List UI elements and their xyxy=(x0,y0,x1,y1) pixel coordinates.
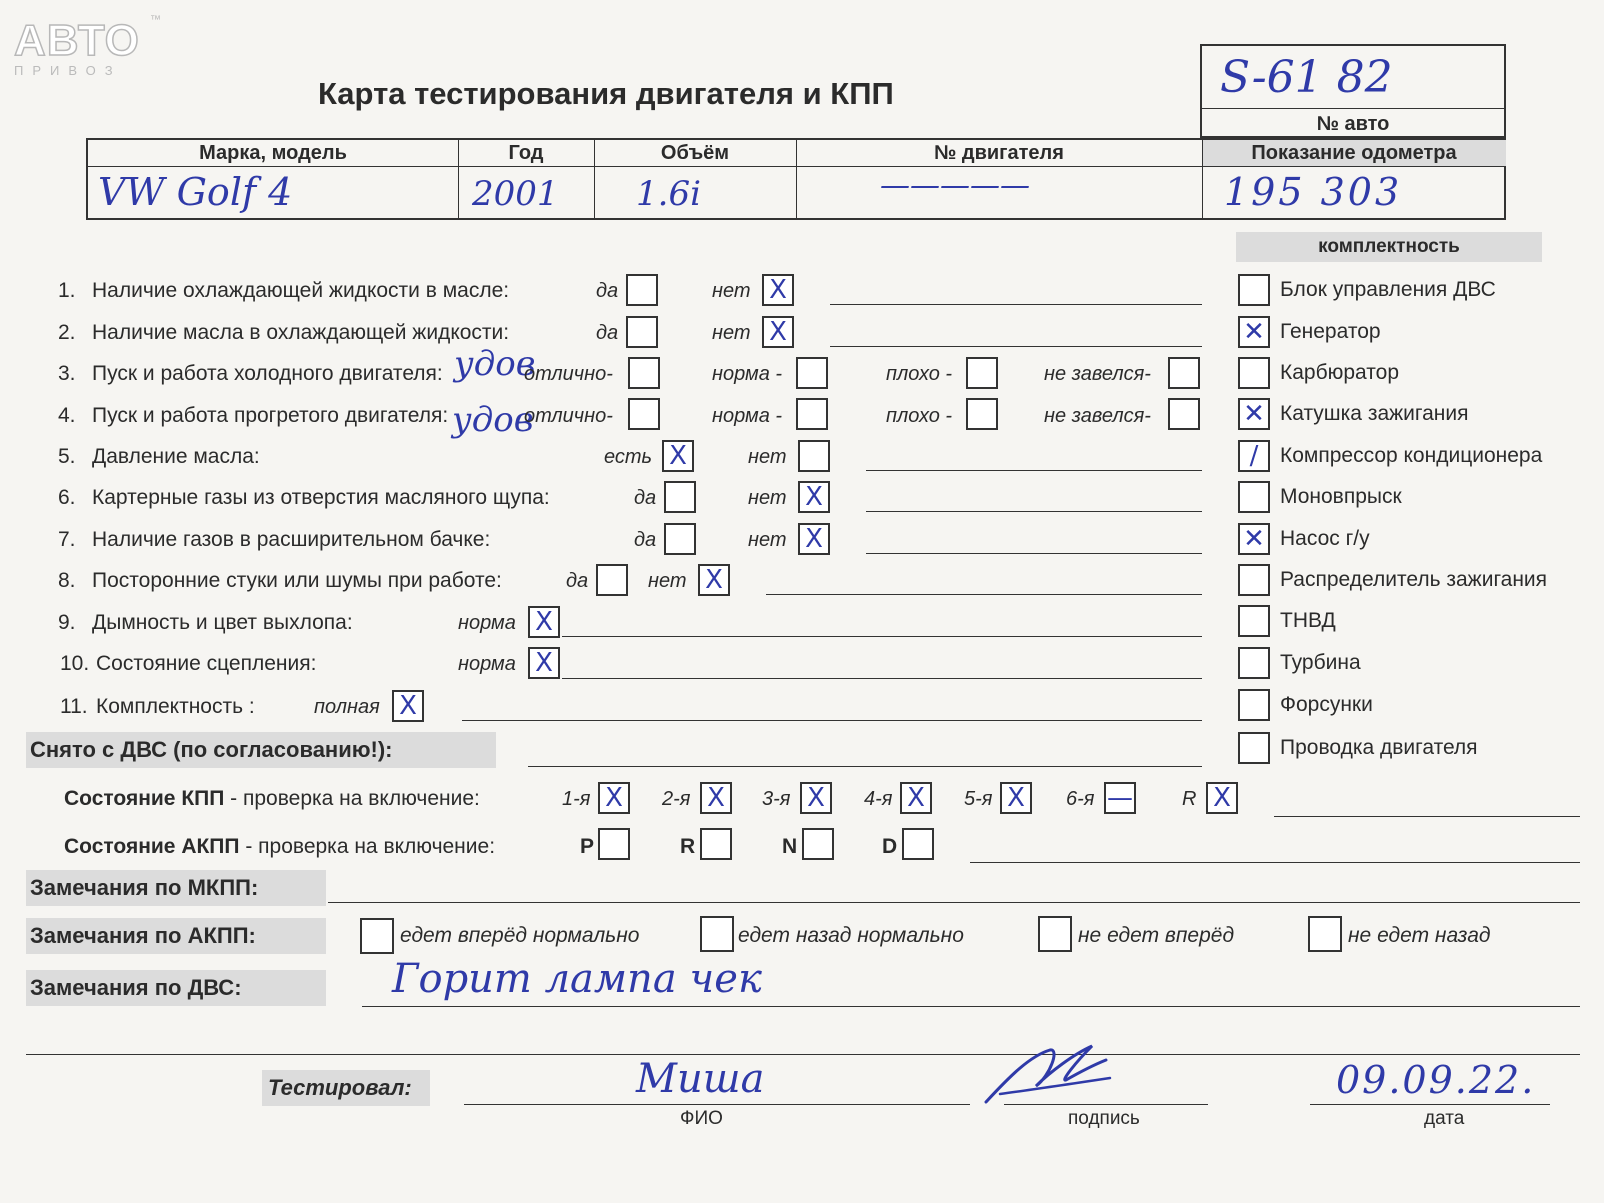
value-odometer: 195 303 xyxy=(1224,170,1403,214)
footer-separator xyxy=(26,1054,1580,1055)
kit-label-ecu: Блок управления ДВС xyxy=(1280,278,1496,301)
q4-handwritten: удов xyxy=(452,400,534,440)
kit-checkbox-carburetor[interactable] xyxy=(1238,357,1270,389)
removed-label: Снято с ДВС (по согласованию!): xyxy=(30,737,393,762)
q11-text: Комплектность : xyxy=(96,695,255,718)
header-odometer: Показание одометра xyxy=(1251,142,1457,164)
kit-label-power-steering-pump: Насос г/у xyxy=(1280,527,1370,550)
kit-label-carburetor: Карбюратор xyxy=(1280,361,1400,384)
q3-opt-no-start: не завелся- xyxy=(1044,363,1151,385)
q7-number: 7. xyxy=(58,528,76,551)
kit-label-monoinjection: Моновпрыск xyxy=(1280,485,1402,508)
q2-no-checkbox[interactable]: X xyxy=(762,316,794,348)
dvs-remarks-label: Замечания по ДВС: xyxy=(30,975,242,1000)
q4-bad-checkbox[interactable] xyxy=(966,398,998,430)
akpp-d-label: D xyxy=(882,835,898,858)
akpp-remarks-label: Замечания по АКПП: xyxy=(30,923,256,948)
q6-note-line xyxy=(866,511,1202,512)
q10-note-line xyxy=(562,678,1202,679)
kit-label-injectors: Форсунки xyxy=(1280,693,1373,716)
date-label: дата xyxy=(1424,1108,1465,1129)
kit-label-ac-compressor: Компрессор кондиционера xyxy=(1280,444,1543,467)
q8-number: 8. xyxy=(58,569,76,592)
akpp-reverse-ok-checkbox[interactable] xyxy=(700,916,734,952)
q1-number: 1. xyxy=(58,279,76,302)
q2-yes-label: да xyxy=(596,322,619,344)
q9-norm-checkbox[interactable]: X xyxy=(528,606,560,638)
q8-yes-label: да xyxy=(566,570,589,592)
header-year: Год xyxy=(508,142,544,164)
q1-no-checkbox[interactable]: X xyxy=(762,274,794,306)
q9-number: 9. xyxy=(58,611,76,634)
header-engine-number: № двигателя xyxy=(934,142,1064,164)
akpp-n-label: N xyxy=(782,835,798,858)
gear-1-label: 1-я xyxy=(562,788,591,810)
q9-note-line xyxy=(562,636,1202,637)
akpp-no-reverse-label: не едет назад xyxy=(1348,924,1491,947)
q6-number: 6. xyxy=(58,486,76,509)
gear-1-checkbox[interactable]: X xyxy=(598,782,630,814)
kit-checkbox-turbine[interactable] xyxy=(1238,647,1270,679)
q6-yes-checkbox[interactable] xyxy=(664,481,696,513)
q2-no-label: нет xyxy=(712,322,751,344)
q10-norm-label: норма xyxy=(458,653,516,675)
q6-no-label: нет xyxy=(748,487,787,509)
header-make-model: Марка, модель xyxy=(199,142,347,164)
removed-line xyxy=(528,766,1202,767)
q6-no-checkbox[interactable]: X xyxy=(798,481,830,513)
value-volume: 1.6i xyxy=(636,174,701,214)
q5-yes-label: есть xyxy=(604,446,653,468)
q4-number: 4. xyxy=(58,404,76,427)
q6-yes-label: да xyxy=(634,487,657,509)
gear-5-label: 5-я xyxy=(964,788,993,810)
value-make-model: VW Golf 4 xyxy=(98,170,293,214)
q5-number: 5. xyxy=(58,445,76,468)
q4-opt-no-start: не завелся- xyxy=(1044,405,1151,427)
akpp-forward-ok-checkbox[interactable] xyxy=(360,918,394,954)
q11-note-line xyxy=(462,720,1202,721)
value-year: 2001 xyxy=(472,174,559,214)
akpp-forward-ok-label: едет вперёд нормально xyxy=(400,924,640,947)
q10-norm-checkbox[interactable]: X xyxy=(528,647,560,679)
q5-no-label: нет xyxy=(748,446,787,468)
fio-line xyxy=(464,1104,970,1105)
q10-number: 10. xyxy=(60,652,90,675)
logo-sub: ПРИВОЗ xyxy=(14,63,122,78)
q1-yes-label: да xyxy=(596,280,619,302)
q8-yes-checkbox[interactable] xyxy=(596,564,628,596)
q8-no-label: нет xyxy=(648,570,687,592)
q1-note-line xyxy=(830,304,1202,305)
gear-r-checkbox[interactable]: X xyxy=(1206,782,1238,814)
q7-text: Наличие газов в расширительном бачке: xyxy=(92,528,491,551)
q2-yes-checkbox[interactable] xyxy=(626,316,658,348)
gear-2-checkbox[interactable]: X xyxy=(700,782,732,814)
akpp-r-label: R xyxy=(680,835,696,858)
akpp-p-label: P xyxy=(580,835,595,858)
q4-normal-checkbox[interactable] xyxy=(796,398,828,430)
q3-opt-bad: плохо - xyxy=(886,363,953,385)
q7-no-label: нет xyxy=(748,529,787,551)
q3-handwritten: удов xyxy=(454,344,536,384)
logo-tm: ™ xyxy=(150,14,161,26)
q7-no-checkbox[interactable]: X xyxy=(798,523,830,555)
kpp-note-line xyxy=(1274,816,1580,817)
q9-text: Дымность и цвет выхлопа: xyxy=(92,611,353,634)
date-line xyxy=(1310,1104,1550,1105)
akpp-d-checkbox[interactable] xyxy=(902,828,934,860)
logo-main: АВТО xyxy=(14,16,140,65)
q1-text: Наличие охлаждающей жидкости в масле: xyxy=(92,279,510,302)
q1-no-label: нет xyxy=(712,280,751,302)
q1-yes-checkbox[interactable] xyxy=(626,274,658,306)
kit-checkbox-monoinjection[interactable] xyxy=(1238,481,1270,513)
q11-full-checkbox[interactable]: X xyxy=(392,690,424,722)
auto-number-label: № авто xyxy=(1316,113,1390,135)
kit-checkbox-power-steering-pump[interactable]: ✕ xyxy=(1238,523,1270,555)
gear-4-checkbox[interactable]: X xyxy=(900,782,932,814)
kpp-label: Состояние КПП - проверка на включение: xyxy=(64,787,480,810)
tester-name-handwritten: Миша xyxy=(636,1056,765,1102)
q4-opt-bad: плохо - xyxy=(886,405,953,427)
gear-4-label: 4-я xyxy=(864,788,893,810)
gear-2-label: 2-я xyxy=(662,788,691,810)
q5-text: Давление масла: xyxy=(92,445,260,468)
kit-checkbox-injection-pump[interactable] xyxy=(1238,605,1270,637)
kit-label-generator: Генератор xyxy=(1280,320,1381,343)
avtoprivoz-logo xyxy=(14,14,161,78)
mkpp-remarks-line xyxy=(328,902,1580,903)
kit-label-distributor: Распределитель зажигания xyxy=(1280,568,1548,591)
kit-checkbox-ignition-coil[interactable]: ✕ xyxy=(1238,398,1270,430)
q9-norm-label: норма xyxy=(458,612,516,634)
q2-text: Наличие масла в охлаждающей жидкости: xyxy=(92,321,510,344)
q3-bad-checkbox[interactable] xyxy=(966,357,998,389)
akpp-no-reverse-checkbox[interactable] xyxy=(1308,916,1342,952)
akpp-p-checkbox[interactable] xyxy=(598,828,630,860)
q2-note-line xyxy=(830,346,1202,347)
q3-normal-checkbox[interactable] xyxy=(796,357,828,389)
tested-label: Тестировал: xyxy=(268,1075,412,1100)
kit-label-turbine: Турбина xyxy=(1280,651,1361,674)
kit-label-ignition-coil: Катушка зажигания xyxy=(1280,402,1469,425)
q3-excellent-checkbox[interactable] xyxy=(628,357,660,389)
q2-number: 2. xyxy=(58,321,76,344)
auto-number-value: S-61 82 xyxy=(1220,52,1393,103)
signature-line xyxy=(1004,1104,1208,1105)
q5-yes-checkbox[interactable]: X xyxy=(662,440,694,472)
dvs-remarks-line xyxy=(362,1006,1580,1007)
kit-label-engine-wiring: Проводка двигателя xyxy=(1280,736,1478,759)
q7-yes-checkbox[interactable] xyxy=(664,523,696,555)
q8-no-checkbox[interactable]: X xyxy=(698,564,730,596)
akpp-no-forward-checkbox[interactable] xyxy=(1038,916,1072,952)
kit-checkbox-ac-compressor[interactable]: / xyxy=(1238,440,1270,472)
q11-full-label: полная xyxy=(314,696,380,718)
akpp-note-line xyxy=(970,862,1580,863)
q7-note-line xyxy=(866,553,1202,554)
q3-text: Пуск и работа холодного двигателя: xyxy=(92,362,443,385)
gear-6-label: 6-я xyxy=(1066,788,1095,810)
q4-text: Пуск и работа прогретого двигателя: xyxy=(92,404,449,427)
akpp-no-forward-label: не едет вперёд xyxy=(1078,924,1235,947)
signature-image xyxy=(980,1036,1120,1108)
mkpp-remarks-label: Замечания по МКПП: xyxy=(30,875,259,900)
fio-label: ФИО xyxy=(680,1108,723,1129)
kit-checkbox-ecu[interactable] xyxy=(1238,274,1270,306)
q11-number: 11. xyxy=(60,695,88,718)
q5-note-line xyxy=(866,470,1202,471)
value-engine-number: ————— xyxy=(880,168,1030,203)
gear-r-label: R xyxy=(1182,788,1197,810)
vehicle-table xyxy=(86,138,1506,220)
kit-checkbox-injectors[interactable] xyxy=(1238,689,1270,721)
q6-text: Картерные газы из отверстия масляного щупа: xyxy=(92,486,550,509)
signature-label: подпись xyxy=(1068,1108,1140,1129)
akpp-r-checkbox[interactable] xyxy=(700,828,732,860)
q3-no-start-checkbox[interactable] xyxy=(1168,357,1200,389)
page-title: Карта тестирования двигателя и КПП xyxy=(318,76,894,111)
akpp-n-checkbox[interactable] xyxy=(802,828,834,860)
akpp-reverse-ok-label: едет назад нормально xyxy=(738,924,964,947)
kit-checkbox-engine-wiring[interactable] xyxy=(1238,732,1270,764)
gear-5-checkbox[interactable]: X xyxy=(1000,782,1032,814)
q3-opt-excellent: отлично- xyxy=(524,363,613,385)
auto-number-box xyxy=(1200,44,1506,138)
q3-opt-normal: норма - xyxy=(712,363,783,385)
q5-no-checkbox[interactable] xyxy=(798,440,830,472)
q3-number: 3. xyxy=(58,362,76,385)
q10-text: Состояние сцепления: xyxy=(96,652,317,675)
kit-header: комплектность xyxy=(1318,236,1460,257)
q8-text: Посторонние стуки или шумы при работе: xyxy=(92,569,502,592)
q4-opt-normal: норма - xyxy=(712,405,783,427)
q4-opt-excellent: отлично- xyxy=(524,405,613,427)
gear-3-checkbox[interactable]: X xyxy=(800,782,832,814)
gear-3-label: 3-я xyxy=(762,788,791,810)
gear-6-checkbox[interactable]: — xyxy=(1104,782,1136,814)
kit-label-injection-pump: ТНВД xyxy=(1280,609,1336,632)
kit-checkbox-distributor[interactable] xyxy=(1238,564,1270,596)
q8-note-line xyxy=(766,594,1202,595)
kit-checkbox-generator[interactable]: ✕ xyxy=(1238,316,1270,348)
header-volume: Объём xyxy=(660,142,730,164)
akpp-label: Состояние АКПП - проверка на включение: xyxy=(64,835,496,858)
dvs-remarks-handwritten: Горит лампа чек xyxy=(392,956,762,1002)
q4-excellent-checkbox[interactable] xyxy=(628,398,660,430)
date-handwritten: 09.09.22. xyxy=(1336,1058,1536,1102)
q4-no-start-checkbox[interactable] xyxy=(1168,398,1200,430)
q7-yes-label: да xyxy=(634,529,657,551)
